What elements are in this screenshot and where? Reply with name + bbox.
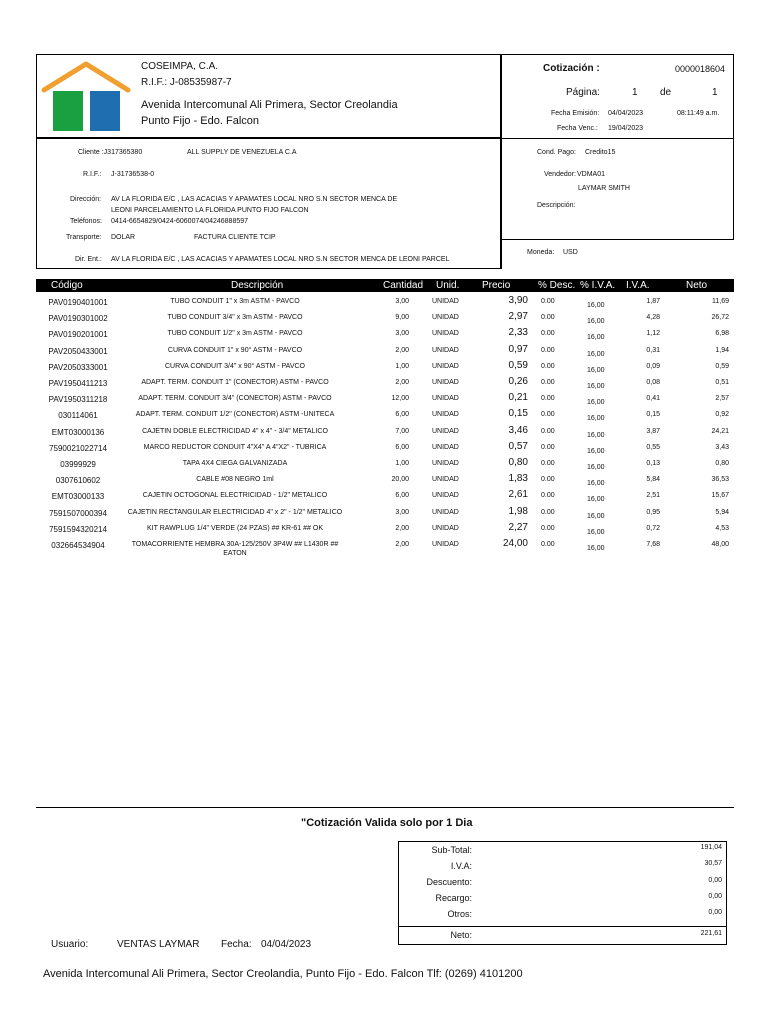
cell-price: 1,83	[508, 473, 528, 485]
cell-quantity: 6,00	[395, 443, 409, 451]
client-name: ALL SUPPLY DE VENEZUELA C.A	[187, 149, 297, 156]
cell-description: TOMACORRIENTE HEMBRA 30A-125/250V 3P4W ## L1430R ##	[131, 541, 339, 548]
col-header-iva: I.V.A.	[626, 280, 650, 291]
cell-code: PAV0190401001	[48, 298, 108, 307]
table-row	[36, 361, 734, 377]
table-header	[36, 279, 734, 292]
cell-unit: UNIDAD	[432, 524, 459, 532]
cell-net: 5,94	[715, 508, 729, 516]
cell-iva: 0,41	[646, 395, 660, 403]
user-value: VENTAS LAYMAR	[117, 939, 200, 950]
cell-description: ADAPT. TERM. CONDUIT 3/4" (CONECTOR) ASTM - PAVCO	[138, 395, 332, 403]
page-of: de	[660, 87, 672, 98]
cell-quantity: 2,00	[395, 524, 409, 532]
cell-iva-pct: 16,00	[587, 350, 605, 358]
cell-description-line2: EATON	[223, 550, 247, 557]
cell-discount: 0.00	[541, 362, 555, 370]
cell-quantity: 12,00	[391, 395, 409, 403]
company-rif: R.I.F.: J-08535987-7	[141, 77, 232, 88]
cell-discount: 0.00	[541, 443, 555, 451]
cell-description: ADAPT. TERM. CONDUIT 1/2" (CONECTOR) ASTM -UNITECA	[135, 411, 335, 419]
client-delivery-label: Dir. Ent.:	[75, 256, 102, 263]
cell-net: 11,69	[712, 298, 729, 305]
col-header-description: Descripción	[231, 280, 284, 291]
cell-discount: 0.00	[541, 411, 555, 419]
col-header-net: Neto	[686, 280, 708, 291]
cell-price: 1,98	[508, 505, 528, 517]
due-label: Fecha Venc.:	[557, 125, 598, 132]
client-phones-label: Teléfonos:	[70, 218, 102, 225]
cell-iva-pct: 16,00	[587, 496, 605, 504]
col-header-iva-pct: % I.V.A.	[580, 280, 616, 291]
cell-price: 0,80	[508, 457, 528, 468]
table-row	[36, 539, 734, 555]
totals-net-divider	[398, 926, 727, 927]
cell-price: 0,97	[508, 343, 528, 355]
cell-unit: UNIDAD	[432, 362, 459, 370]
cell-iva: 0,09	[646, 362, 660, 370]
cell-quantity: 3,00	[395, 298, 409, 305]
cell-discount: 0.00	[541, 346, 555, 354]
cell-quantity: 2,00	[395, 379, 409, 386]
client-phones-value: 0414-6654829/0424-6060074/04246888597	[111, 218, 249, 225]
cell-code: 030114061	[58, 411, 98, 421]
surcharge-value: 0,00	[708, 893, 722, 900]
cell-net: 1,94	[715, 346, 729, 354]
description-label: Descripción:	[537, 202, 576, 209]
cell-unit: UNIDAD	[432, 427, 459, 435]
cell-description: CURVA CONDUIT 1" x 90° ASTM - PAVCO	[167, 346, 303, 354]
cell-discount: 0.00	[541, 524, 555, 532]
cell-iva: 0,15	[646, 411, 660, 419]
cell-unit: UNIDAD	[432, 346, 459, 354]
cell-code: PAV0190201001	[48, 330, 108, 340]
cell-price: 0,21	[508, 392, 528, 404]
cell-description: TUBO CONDUIT 1/2" x 3m ASTM - PAVCO	[167, 330, 303, 338]
cell-price: 2,97	[508, 311, 528, 323]
cell-description: CAJETIN RECTANGULAR ELECTRICIDAD 4" x 2" - 1/2" METALICO	[127, 508, 343, 516]
cell-iva: 5,84	[646, 476, 660, 484]
client-address-line2: LEONI PARCELAMIENTO LA FLORIDA PUNTO FIJO FALCON	[111, 207, 309, 214]
cell-iva-pct: 16,00	[587, 399, 605, 407]
user-label: Usuario:	[51, 939, 89, 950]
cell-quantity: 3,00	[395, 330, 409, 338]
table-row	[36, 490, 734, 506]
cell-iva-pct: 16,00	[587, 366, 605, 374]
table-row	[36, 312, 734, 328]
cell-net: 15,67	[711, 492, 729, 500]
cell-iva: 0,31	[646, 346, 660, 354]
table-row	[36, 393, 734, 409]
table-row	[36, 377, 734, 393]
cell-discount: 0.00	[541, 492, 555, 500]
col-header-price: Precio	[482, 280, 511, 291]
subtotal-label: Sub-Total:	[431, 845, 472, 855]
cell-iva-pct: 16,00	[587, 447, 605, 455]
cell-net: 0,59	[715, 362, 729, 370]
iva-value: 30,57	[704, 860, 722, 867]
cell-code: 7591507000394	[49, 508, 107, 518]
table-row	[36, 345, 734, 361]
cell-code: PAV2050333001	[48, 362, 108, 372]
table-row	[36, 426, 734, 442]
cell-net: 3,43	[715, 443, 729, 451]
cell-price: 3,46	[508, 424, 528, 436]
cell-price: 0,26	[508, 376, 528, 387]
cell-iva: 2,51	[646, 492, 660, 500]
cell-discount: 0.00	[541, 395, 555, 403]
cell-iva: 1,87	[646, 298, 660, 305]
cell-iva-pct: 16,00	[587, 512, 605, 520]
cell-iva-pct: 16,00	[587, 480, 605, 488]
company-address-line2: Punto Fijo - Edo. Falcon	[141, 115, 260, 127]
cell-quantity: 1,00	[395, 362, 409, 370]
cell-net: 24,21	[711, 427, 729, 435]
cell-code: 032664534904	[51, 541, 105, 550]
cell-net: 0,92	[715, 411, 729, 419]
cell-description: CAJETIN DOBLE ELECTRICIDAD 4" x 4" - 3/4" METALICO	[142, 427, 328, 435]
cell-unit: UNIDAD	[432, 508, 459, 516]
table-row	[36, 474, 734, 490]
cell-unit: UNIDAD	[432, 492, 459, 500]
client-box	[36, 139, 502, 269]
cell-code: PAV2050433001	[48, 346, 108, 356]
payment-value: Credito15	[585, 149, 616, 156]
cell-net: 36,53	[711, 476, 729, 484]
cell-description: ADAPT. TERM. CONDUIT 1" (CONECTOR) ASTM - PAVCO	[141, 379, 329, 386]
col-header-unit: Unid.	[436, 280, 460, 291]
cell-net: 2,57	[715, 395, 729, 403]
emission-date: 04/04/2023	[608, 110, 644, 117]
cell-iva-pct: 16,00	[587, 431, 605, 439]
seller-label: Vendedor:	[544, 171, 576, 178]
cell-unit: UNIDAD	[432, 541, 459, 548]
cell-description: MARCO REDUCTOR CONDUIT 4"X4" A 4"X2" - TUBRICA	[143, 443, 327, 451]
cell-unit: UNIDAD	[432, 460, 459, 467]
cell-price: 2,27	[508, 521, 528, 533]
cell-description: CURVA CONDUIT 3/4" x 90° ASTM - PAVCO	[164, 362, 305, 370]
cell-description: TAPA 4X4 CIEGA GALVANIZADA	[182, 460, 288, 467]
cell-iva-pct: 16,00	[587, 545, 605, 552]
currency-value: USD	[563, 249, 578, 256]
cell-quantity: 7,00	[395, 427, 409, 435]
client-transport-value: DOLAR	[111, 234, 136, 241]
client-address-line1: AV LA FLORIDA E/C , LAS ACACIAS Y APAMATES LOCAL NRO S.N SECTOR MENCA DE	[111, 196, 398, 203]
cell-discount: 0.00	[541, 476, 555, 484]
cell-quantity: 6,00	[395, 411, 409, 419]
cell-iva-pct: 16,00	[587, 383, 605, 390]
footer-address: Avenida Intercomunal Ali Primera, Sector Creolandia, Punto Fijo - Edo. Falcon Tlf: (0269) 4101200	[43, 968, 523, 980]
cell-code: PAV1950311218	[48, 395, 108, 405]
cell-net: 48,00	[711, 541, 729, 548]
cell-iva: 1,12	[646, 330, 660, 338]
cell-description: TUBO CONDUIT 3/4" x 3m ASTM - PAVCO	[167, 314, 303, 322]
iva-label: I.V.A:	[450, 861, 472, 871]
cell-unit: UNIDAD	[432, 379, 459, 386]
cell-net: 0,80	[715, 460, 729, 467]
cell-quantity: 2,00	[395, 541, 409, 548]
discount-value: 0,00	[708, 877, 722, 884]
cell-unit: UNIDAD	[432, 395, 459, 403]
company-name: COSEIMPA, C.A.	[141, 61, 219, 72]
cell-quantity: 1,00	[395, 460, 409, 467]
cell-quantity: 6,00	[395, 492, 409, 500]
cell-description: CAJETIN OCTOGONAL ELECTRICIDAD - 1/2" METALICO	[142, 492, 328, 500]
cell-quantity: 20,00	[391, 476, 409, 484]
due-date: 19/04/2023	[608, 125, 644, 132]
quote-title: Cotización :	[543, 63, 600, 74]
cell-discount: 0.00	[541, 427, 555, 435]
date-value: 04/04/2023	[261, 939, 312, 950]
page-current: 1	[632, 87, 638, 98]
company-logo	[40, 58, 132, 134]
cell-iva-pct: 16,00	[587, 415, 605, 423]
cell-iva-pct: 16,00	[587, 334, 605, 342]
cell-discount: 0.00	[541, 508, 555, 516]
cell-unit: UNIDAD	[432, 330, 459, 338]
cell-code: 03999929	[60, 460, 96, 469]
cell-code: EMT03000133	[51, 492, 105, 502]
cell-code: 7591594320214	[49, 524, 107, 534]
page-total: 1	[712, 87, 718, 98]
col-header-quantity: Cantidad	[383, 280, 424, 291]
table-row	[36, 296, 734, 312]
col-header-code: Código	[51, 280, 83, 291]
cell-quantity: 2,00	[395, 346, 409, 354]
cell-discount: 0.00	[541, 314, 555, 322]
cell-price: 0,15	[508, 408, 528, 420]
client-delivery-value: AV LA FLORIDA E/C , LAS ACACIAS Y APAMATES LOCAL NRO S.N SECTOR MENCA DE LEONI PARCEL	[111, 256, 450, 263]
others-label: Otros:	[447, 909, 472, 919]
emission-label: Fecha Emisión:	[551, 110, 600, 117]
cell-code: 7590021022714	[49, 443, 107, 453]
emission-time: 08:11:49 a.m.	[677, 110, 720, 117]
date-label: Fecha:	[221, 939, 252, 950]
cell-code: 0307610602	[55, 476, 101, 486]
cell-unit: UNIDAD	[432, 298, 459, 305]
cell-discount: 0.00	[541, 541, 555, 548]
others-value: 0,00	[708, 909, 722, 916]
client-transport-note: FACTURA CLIENTE TCIP	[194, 234, 276, 241]
payment-label: Cond. Pago:	[537, 149, 576, 156]
table-row	[36, 442, 734, 458]
client-label: Cliente :J317365380	[78, 149, 143, 156]
cell-unit: UNIDAD	[432, 314, 459, 322]
house-logo-icon	[40, 58, 132, 134]
table-row	[36, 409, 734, 425]
cell-discount: 0.00	[541, 330, 555, 338]
cell-unit: UNIDAD	[432, 476, 459, 484]
cell-iva: 0,08	[646, 379, 660, 386]
table-row	[36, 507, 734, 523]
discount-label: Descuento:	[426, 877, 472, 887]
client-rif-label: R.I.F.:	[83, 171, 102, 178]
seller-code: VDMA01	[577, 171, 606, 178]
table-row	[36, 458, 734, 474]
cell-price: 2,61	[508, 489, 528, 501]
currency-label: Moneda:	[527, 249, 555, 256]
cell-quantity: 3,00	[395, 508, 409, 516]
cell-iva: 0,72	[646, 524, 660, 532]
cell-iva: 7,68	[646, 541, 660, 548]
cell-iva: 4,28	[646, 314, 660, 322]
net-value: 221,61	[700, 930, 722, 937]
cell-net: 26,72	[711, 314, 729, 322]
seller-name: LAYMAR SMITH	[578, 185, 630, 192]
cell-description: TUBO CONDUIT 1" x 3m ASTM - PAVCO	[170, 298, 300, 305]
surcharge-label: Recargo:	[435, 893, 472, 903]
cell-iva: 3,87	[646, 427, 660, 435]
cell-unit: UNIDAD	[432, 411, 459, 419]
cell-net: 0,51	[715, 379, 729, 386]
cell-description: KIT RAWPLUG 1/4" VERDE (24 PZAS) ## KR-61 ## OK	[147, 524, 323, 532]
cell-discount: 0.00	[541, 460, 555, 467]
cell-iva-pct: 16,00	[587, 302, 605, 309]
cell-discount: 0.00	[541, 298, 555, 305]
client-address-label: Dirección:	[70, 196, 102, 203]
validity-note: "Cotización Valida solo por 1 Dia	[301, 817, 473, 829]
col-header-discount: % Desc.	[538, 280, 576, 291]
subtotal-value: 191,04	[700, 844, 722, 851]
company-address-line1: Avenida Intercomunal Ali Primera, Sector Creolandia	[141, 99, 398, 111]
cell-unit: UNIDAD	[432, 443, 459, 451]
cell-iva: 0,95	[646, 508, 660, 516]
table-row	[36, 328, 734, 344]
page-label: Página:	[566, 87, 600, 98]
cell-price: 2,33	[508, 327, 528, 339]
cell-price: 3,90	[508, 295, 528, 306]
cell-iva-pct: 16,00	[587, 464, 605, 471]
cell-discount: 0.00	[541, 379, 555, 386]
cell-price: 0,57	[508, 440, 528, 452]
cell-price: 0,59	[508, 359, 528, 371]
quote-number: 0000018604	[675, 64, 726, 74]
cell-iva-pct: 16,00	[587, 528, 605, 536]
cell-quantity: 9,00	[395, 314, 409, 322]
client-transport-label: Transporte:	[66, 234, 102, 241]
client-rif-value: J-31736538-0	[111, 171, 155, 178]
table-row	[36, 523, 734, 539]
cell-iva: 0,55	[646, 443, 660, 451]
cell-description: CABLE #08 NEGRO 1ml	[196, 476, 274, 484]
cell-net: 6,98	[715, 330, 729, 338]
cell-iva: 0,13	[646, 460, 660, 467]
footer-divider	[36, 807, 734, 808]
cell-code: PAV0190301002	[48, 314, 108, 324]
cell-iva-pct: 16,00	[587, 318, 605, 326]
net-label: Neto:	[450, 930, 472, 940]
cell-code: PAV1950411213	[48, 379, 108, 388]
cell-net: 4,53	[715, 524, 729, 532]
cell-code: EMT03000136	[51, 427, 105, 437]
cell-price: 24,00	[502, 538, 528, 549]
